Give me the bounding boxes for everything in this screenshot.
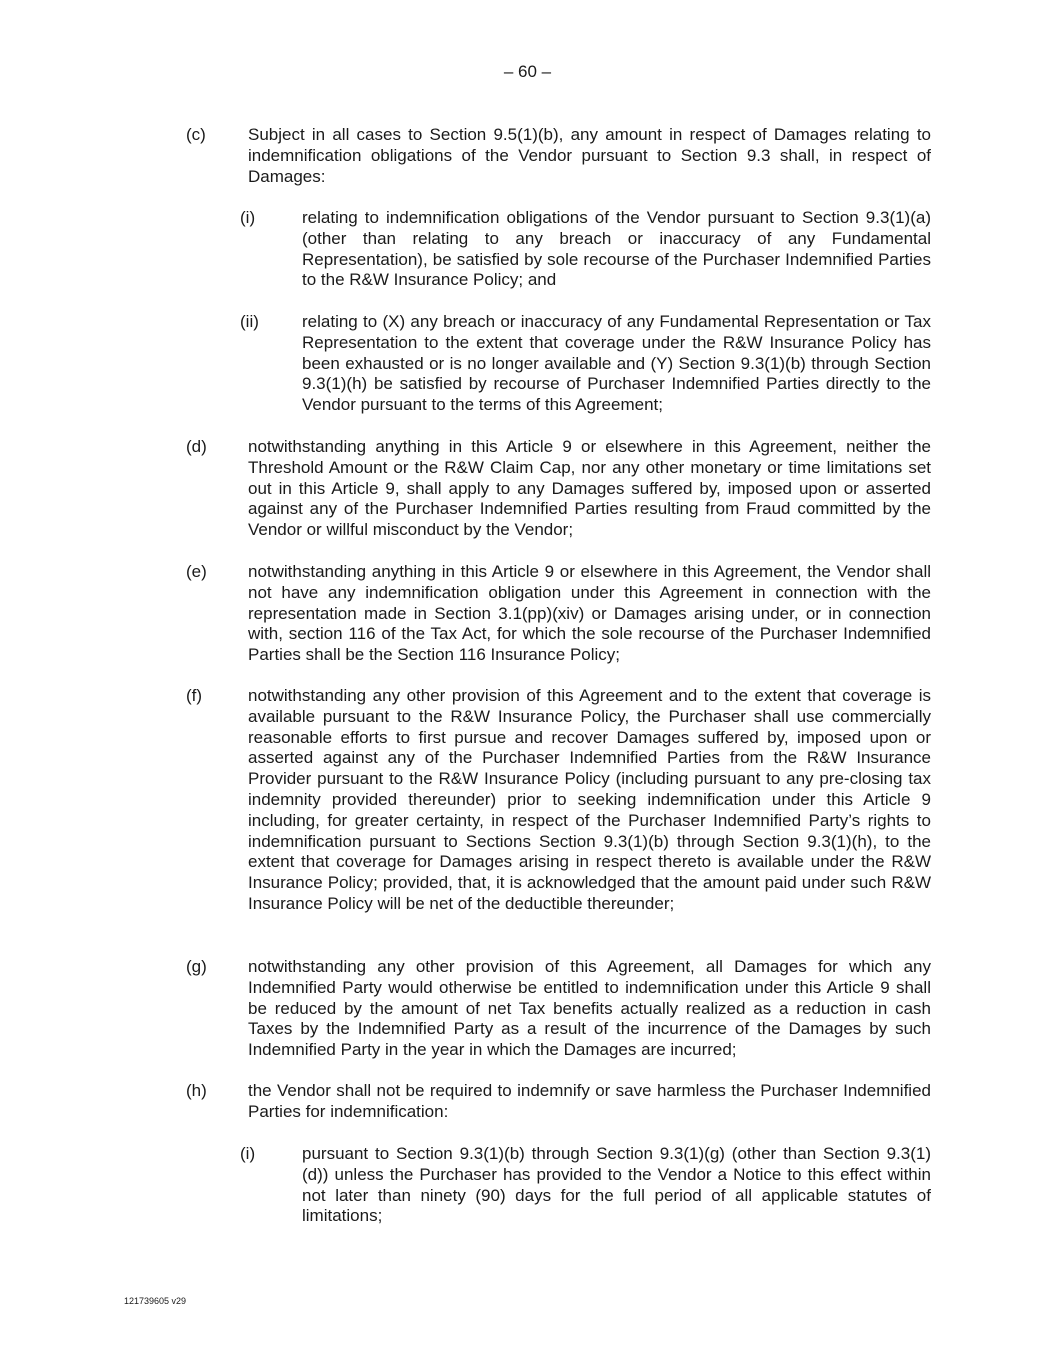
clause-label: (g): [186, 957, 207, 976]
subclause-text: relating to indemnification obligations of the Vendor pursuant to Section 9.3(1)(a) (other than relating to any breach or inaccuracy of any Fundamental Representation), be satisfied by sole recourse of the Purchaser Indemnified Parties to the R&W Insurance Policy; and: [302, 208, 931, 290]
clause-label: (e): [186, 562, 207, 581]
clause-label: (c): [186, 125, 206, 144]
document-id: 121739605 v29: [124, 1296, 187, 1306]
clause-label: (f): [186, 686, 203, 705]
clause-text: notwithstanding any other provision of this Agreement, all Damages for which any Indemnified Party would otherwise be entitled to indemnification under this Article 9 shall be reduced by the amount of net Tax benefits actually realized as a reduction in cash Taxes by the Indemnified Party as a result of the incurrence of the Damages by such Indemnified Party in the year in which the Damages are incurred;: [248, 957, 931, 1060]
page-number: – 60 –: [503, 62, 552, 81]
subclause-label: (ii): [240, 312, 259, 331]
subclause-text: relating to (X) any breach or inaccuracy of any Fundamental Representation or Tax Representation to the extent that coverage under the R&W Insurance Policy has been exhausted or is no longer available and (Y) Section 9.3(1)(b) through Section 9.3(1)(h) be satisfied by recourse of Purchaser Indemnified Parties directly to the Vendor pursuant to the terms of this Agreement;: [302, 312, 931, 415]
subclause-text: pursuant to Section 9.3(1)(b) through Section 9.3(1)(g) (other than Section 9.3(1)(d)) unless the Purchaser has provided to the Vendor a Notice to this effect within not later than ninety (90) days for the full period of all applicable statutes of limitations;: [302, 1144, 931, 1226]
subclause-label: (i): [240, 1144, 256, 1163]
clause-text: Subject in all cases to Section 9.5(1)(b), any amount in respect of Damages relating to indemnification obligations of the Vendor pursuant to Section 9.3 shall, in respect of Damages:: [248, 125, 931, 186]
clause-label: (h): [186, 1081, 207, 1100]
clause-text: notwithstanding anything in this Article 9 or elsewhere in this Agreement, neither the Threshold Amount or the R&W Claim Cap, nor any other monetary or time limitations set out in this Article 9, shall apply to any Damages suffered by, imposed upon or asserted against any of the Purchaser Indemnified Parties resulting from Fraud committed by the Vendor or willful misconduct by the Vendor;: [248, 437, 931, 540]
clause-label: (d): [186, 437, 207, 456]
clause-text: notwithstanding anything in this Article 9 or elsewhere in this Agreement, the Vendor shall not have any indemnification obligation under this Agreement in connection with the representation made in Section 3.1(pp)(xiv) or Damages arising under, or in connection with, section 116 of the Tax Act, for which the sole recourse of the Purchaser Indemnified Parties shall be the Section 116 Insurance Policy;: [248, 562, 931, 665]
subclause-label: (i): [240, 208, 256, 227]
clause-text: the Vendor shall not be required to indemnify or save harmless the Purchaser Indemnified Parties for indemnification:: [248, 1081, 931, 1121]
clause-text: notwithstanding any other provision of this Agreement and to the extent that coverage is available pursuant to the R&W Insurance Policy, the Purchaser shall use commercially reasonable efforts to first pursue and recover Damages suffered by, imposed upon or asserted against any of the Purchaser Indemnified Parties from the R&W Insurance Provider pursuant to the R&W Insurance Policy (including pursuant to any pre-closing tax indemnity provided thereunder) prior to seeking indemnification under this Article 9 including, for greater certainty, in respect of the Purchaser Indemnified Party’s rights to indemnification pursuant to Sections Section 9.3(1)(b) through Section 9.3(1)(h), to the extent that coverage for Damages arising in respect thereto is available under the R&W Insurance Policy; provided, that, it is acknowledged that the amount paid under such R&W Insurance Policy will be net of the deductible thereunder;: [248, 686, 931, 913]
